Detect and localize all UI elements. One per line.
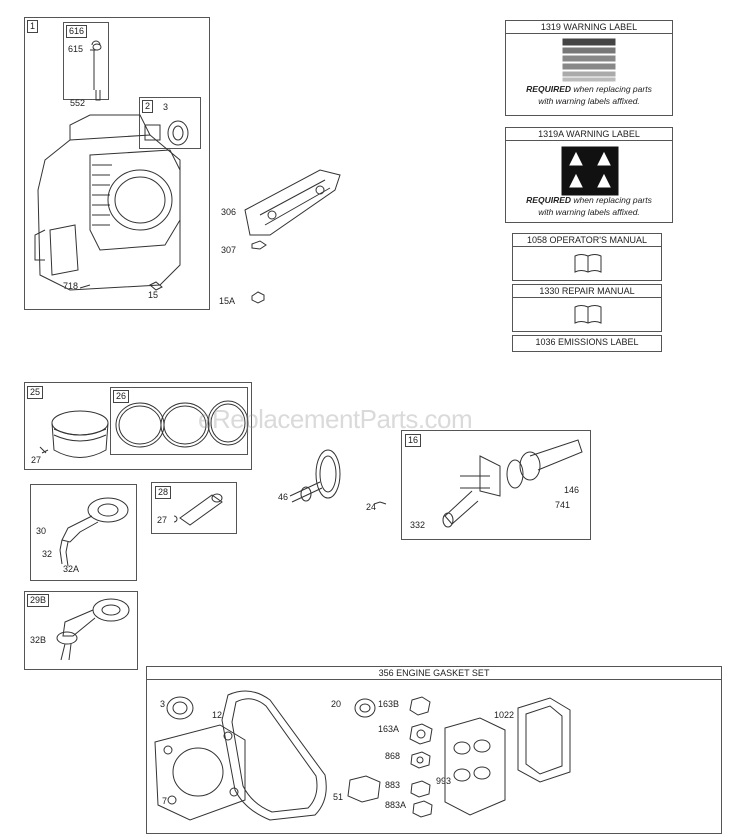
warning-label-1319a-line2: with warning labels affixed.: [538, 207, 640, 217]
warning-label-1319-title: 1319 WARNING LABEL: [506, 21, 672, 34]
seal-callout: 2: [142, 100, 153, 113]
warning-label-1319a-required: REQUIRED when replacing parts: [526, 195, 652, 205]
part-label-993: 993: [436, 776, 452, 786]
part-label-163a: 163A: [378, 724, 400, 734]
warning-label-1319-required: REQUIRED when replacing parts: [526, 84, 652, 94]
part-label-163b: 163B: [378, 699, 400, 709]
emissions-label-box: [512, 335, 662, 352]
repair-manual-box: [512, 284, 662, 332]
camshaft-illustration: [290, 448, 400, 518]
part-label-30: 30: [36, 526, 47, 536]
cylinder-block-illustration: [30, 30, 205, 305]
part-label-27-piston: 27: [31, 455, 42, 465]
part-label-15a: 15A: [219, 296, 236, 306]
warning-decal-1319a-icon: [562, 147, 618, 195]
watermark-text: eReplacementParts.com: [198, 404, 473, 434]
crankshaft-illustration: [430, 436, 585, 536]
piston-pin-callout: 28: [155, 486, 171, 499]
operators-manual-box: [512, 233, 662, 281]
part-label-46: 46: [278, 492, 289, 502]
part-label-883a: 883A: [385, 800, 407, 810]
gasket-set-illustration: [150, 680, 715, 830]
book-icon: [573, 252, 603, 276]
part-label-24: 24: [366, 502, 377, 512]
part-label-51: 51: [333, 792, 344, 802]
part-label-15: 15: [148, 290, 159, 300]
part-label-32a: 32A: [63, 564, 80, 574]
engine-gasket-set-title: 356 ENGINE GASKET SET: [147, 667, 721, 680]
part-label-1022: 1022: [494, 710, 515, 720]
warning-label-1319-box: [505, 20, 673, 116]
breather-cover-illustration: [240, 160, 350, 310]
book-icon: [573, 303, 603, 327]
part-label-332: 332: [410, 520, 426, 530]
part-label-307: 307: [221, 245, 237, 255]
connecting-rod-29b-callout: 29B: [27, 594, 49, 607]
part-label-306: 306: [221, 207, 237, 217]
part-label-27-pin: 27: [157, 515, 168, 525]
part-label-32: 32: [42, 549, 53, 559]
connecting-rod-illustration: [40, 488, 135, 573]
piston-rings-callout: 26: [113, 390, 129, 403]
cylinder-callout: 1: [27, 20, 38, 33]
piston-pin-illustration: [170, 490, 230, 530]
part-label-552: 552: [70, 98, 86, 108]
part-label-718: 718: [63, 281, 79, 291]
part-label-20: 20: [331, 699, 342, 709]
emissions-label-title: 1036 EMISSIONS LABEL: [535, 337, 639, 347]
crankshaft-callout: 16: [405, 434, 421, 447]
repair-manual-title: 1330 REPAIR MANUAL: [513, 285, 661, 298]
part-label-12: 12: [212, 710, 223, 720]
part-label-3-seal: 3: [163, 102, 169, 112]
warning-label-1319a-title: 1319A WARNING LABEL: [506, 128, 672, 141]
part-label-741: 741: [555, 500, 571, 510]
part-label-615: 615: [68, 44, 84, 54]
warning-label-1319a-box: [505, 127, 673, 223]
part-label-32b: 32B: [30, 635, 47, 645]
warning-label-1319-line2: with warning labels affixed.: [538, 96, 640, 106]
breather-tube-callout: 616: [66, 25, 87, 38]
part-label-3-gasket: 3: [160, 699, 166, 709]
part-label-868: 868: [385, 751, 401, 761]
piston-callout: 25: [27, 386, 43, 399]
connecting-rod-29b-illustration: [45, 592, 135, 667]
operators-manual-title: 1058 OPERATOR'S MANUAL: [513, 234, 661, 247]
part-label-146: 146: [564, 485, 580, 495]
warning-decal-1319-icon: [561, 37, 617, 83]
part-label-883: 883: [385, 780, 401, 790]
part-label-7: 7: [162, 796, 168, 806]
